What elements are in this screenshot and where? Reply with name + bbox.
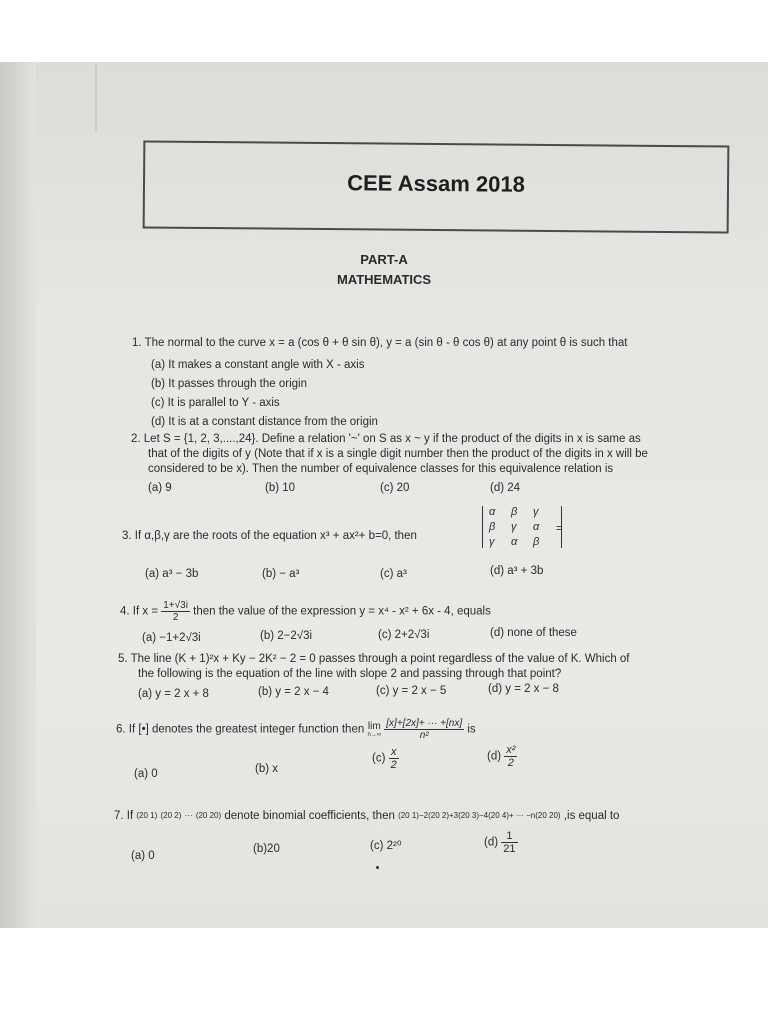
question-4-option-a: (a) −1+2√3i bbox=[142, 632, 201, 644]
det-cell: α bbox=[511, 536, 518, 548]
question-2-option-d: (d) 24 bbox=[490, 482, 521, 494]
question-5-option-a: (a) y = 2 x + 8 bbox=[138, 688, 209, 700]
fraction-denominator: n² bbox=[419, 730, 429, 741]
det-cell: β bbox=[511, 506, 518, 518]
question-3-equals: = bbox=[556, 523, 563, 535]
question-1-option-b: (b) It passes through the origin bbox=[151, 378, 307, 390]
fraction-numerator: x² bbox=[506, 744, 516, 756]
question-4-text bbox=[120, 600, 491, 623]
question-6-fraction bbox=[384, 718, 464, 741]
question-7-option-c: (c) 2²⁰ bbox=[370, 840, 402, 852]
binomial-coefficient: (20 2) bbox=[160, 811, 182, 821]
question-1-option-c: (c) It is parallel to Y - axis bbox=[151, 397, 280, 409]
option-label: (c) bbox=[372, 752, 386, 765]
question-6-option-a: (a) 0 bbox=[134, 768, 158, 780]
fraction-denominator: 2 bbox=[172, 612, 179, 623]
question-5-line-2: the following is the equation of the line with slope 2 and passing through that point? bbox=[138, 668, 562, 680]
question-2-option-a: (a) 9 bbox=[148, 482, 172, 494]
option-fraction bbox=[389, 746, 399, 771]
question-7-prefix: 7. If bbox=[114, 810, 134, 822]
question-2-option-c: (c) 20 bbox=[380, 482, 410, 494]
question-6-text bbox=[116, 718, 476, 741]
fraction-numerator: 1 bbox=[501, 830, 517, 843]
question-5-option-d: (d) y = 2 x − 8 bbox=[488, 683, 559, 695]
option-fraction bbox=[504, 744, 517, 769]
part-label: PART-A bbox=[360, 252, 408, 267]
question-4-fraction bbox=[161, 600, 190, 623]
det-cell: α bbox=[533, 521, 540, 533]
limit-operator bbox=[367, 721, 381, 738]
page-title: CEE Assam 2018 bbox=[347, 170, 526, 197]
limit-subscript: n→∞ bbox=[367, 732, 382, 738]
question-1-option-a: (a) It makes a constant angle with X - axis bbox=[151, 359, 365, 371]
question-5-option-c: (c) y = 2 x − 5 bbox=[376, 685, 447, 697]
det-cell: α bbox=[489, 506, 496, 518]
question-7-suffix: ,is equal to bbox=[563, 810, 620, 822]
fraction-numerator: [x]+[2x]+ ··· +[nx] bbox=[386, 718, 463, 729]
question-6-prefix: 6. If [•] denotes the greatest integer function then bbox=[116, 723, 365, 736]
binomial-expression: (20 1)−2(20 2)+3(20 3)−4(20 4)+ ··· −n(20 20) bbox=[398, 811, 561, 821]
question-4-option-b: (b) 2−2√3i bbox=[260, 630, 313, 642]
ellipsis: ··· bbox=[184, 811, 193, 821]
question-3-option-a: (a) a³ − 3b bbox=[145, 568, 199, 580]
option-label: (d) bbox=[487, 750, 502, 763]
det-cell: γ bbox=[511, 521, 517, 533]
det-cell: β bbox=[533, 536, 540, 548]
binomial-coefficient: (20 20) bbox=[195, 811, 222, 821]
question-2-option-b: (b) 10 bbox=[265, 482, 296, 494]
question-6-option-c bbox=[372, 746, 399, 771]
question-4-suffix: then the value of the expression y = x⁴ - x² + 6x - 4, equals bbox=[193, 605, 491, 618]
det-cell: γ bbox=[489, 536, 495, 548]
question-7-text bbox=[114, 810, 619, 822]
question-6-suffix: is bbox=[467, 723, 476, 736]
question-7-middle: denote binomial coefficients, then bbox=[224, 810, 395, 822]
question-7-option-d bbox=[484, 830, 518, 855]
det-cell: β bbox=[489, 521, 496, 533]
question-7-option-a: (a) 0 bbox=[131, 850, 155, 862]
question-6-option-d bbox=[487, 744, 517, 769]
option-fraction bbox=[501, 830, 517, 855]
fraction-numerator: x bbox=[389, 746, 399, 759]
question-3-option-c: (c) a³ bbox=[380, 568, 407, 580]
option-label: (d) bbox=[484, 836, 499, 849]
ink-dot bbox=[376, 866, 379, 869]
question-3-text: 3. If α,β,γ are the roots of the equation x³ + ax²+ b=0, then bbox=[122, 530, 417, 542]
binomial-coefficient: (20 1) bbox=[136, 811, 158, 821]
question-5-line-1: 5. The line (K + 1)²x + Ky − 2K² − 2 = 0 passes through a point regardless of the value of K. Which of bbox=[118, 653, 630, 665]
question-5-option-b: (b) y = 2 x − 4 bbox=[258, 686, 329, 698]
question-1-option-d: (d) It is at a constant distance from the origin bbox=[151, 416, 378, 428]
question-4-option-d: (d) none of these bbox=[490, 627, 577, 639]
fraction-denominator: 2 bbox=[390, 759, 397, 771]
question-2-line-3: considered to be x). Then the number of equivalence classes for this equivalence relation is bbox=[148, 463, 614, 475]
fraction-denominator: 2 bbox=[507, 757, 514, 769]
question-2-line-2: that of the digits of y (Note that if x is a single digit number then the product of the digits in x will be bbox=[148, 448, 648, 460]
subject-label: MATHEMATICS bbox=[336, 272, 432, 287]
det-cell: γ bbox=[533, 506, 539, 518]
limit-label: lim bbox=[367, 721, 381, 732]
question-3-option-b: (b) − a³ bbox=[262, 568, 300, 580]
question-4-prefix: 4. If x = bbox=[120, 605, 159, 618]
fraction-numerator: 1+√3i bbox=[163, 600, 188, 611]
question-6-option-b: (b) x bbox=[255, 763, 278, 775]
fraction-denominator: 21 bbox=[503, 843, 516, 855]
question-2-line-1: 2. Let S = {1, 2, 3,....,24}. Define a relation '~' on S as x ~ y if the product of the digits in x is same as bbox=[131, 433, 641, 445]
question-3-determinant bbox=[482, 506, 562, 548]
question-4-option-c: (c) 2+2√3i bbox=[378, 629, 430, 641]
question-3-option-d: (d) a³ + 3b bbox=[490, 565, 544, 577]
question-1-text: 1. The normal to the curve x = a (cos θ + θ sin θ), y = a (sin θ - θ cos θ) at any point θ is such that bbox=[132, 337, 628, 349]
question-7-option-b: (b)20 bbox=[253, 843, 280, 855]
